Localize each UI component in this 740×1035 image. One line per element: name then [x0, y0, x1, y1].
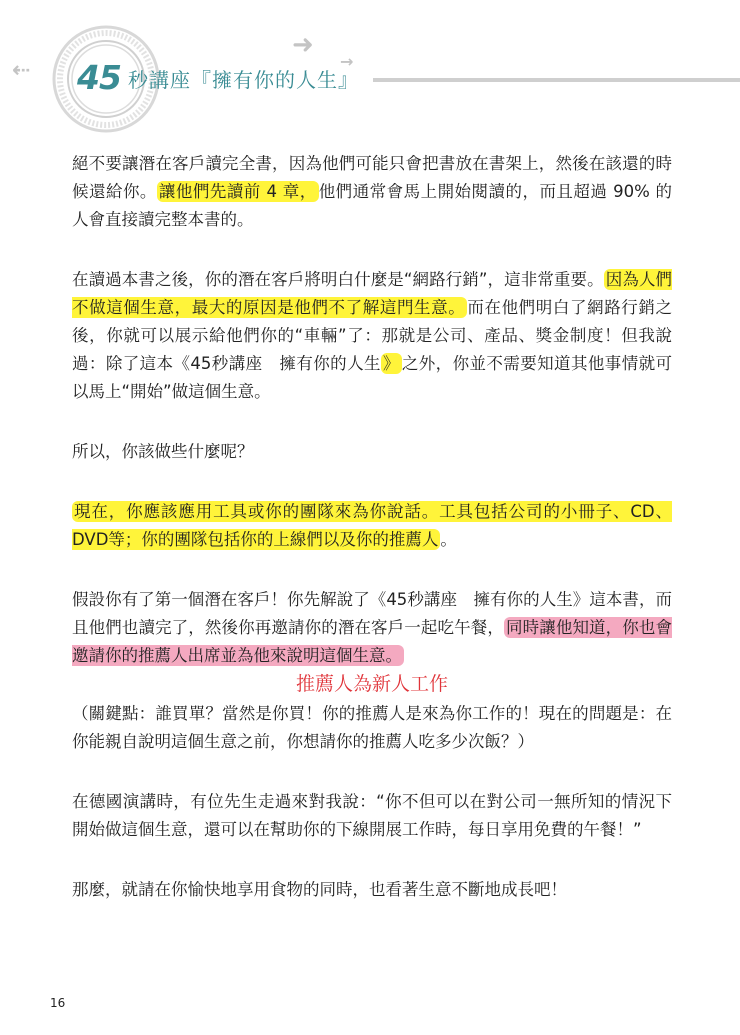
paragraph-7: 在德國演講時，有位先生走過來對我說：“你不但可以在對公司一無所知的情況下開始做這個生意，還可以在幫助你的下線開展工作時，每日享用免費的午餐！” [72, 792, 672, 839]
annotation-wrap [72, 670, 672, 700]
text: 。 [440, 530, 457, 549]
text: 之外，你並不需要知道其他事情就可以馬上“開始”做這個生意。 [72, 354, 673, 401]
paragraph-2 [72, 266, 672, 406]
text: 他們通常會馬上開始閱讀的，而且超過 90% 的人會直接讀完整本書的。 [72, 182, 672, 229]
paragraph-1 [72, 150, 672, 234]
left-arrow-icon: ⇠ [12, 58, 31, 83]
highlight-pink: 同時讓他知道，你也會邀請你的推薦人出席並為他來說明這個生意。 [72, 618, 673, 665]
logo-number: 45 [77, 58, 121, 97]
handwritten-annotation: 推薦人為新人工作 [295, 673, 448, 695]
right-arrow-small-icon: → [340, 52, 354, 71]
text: 而在他們明白了網路行銷之後，你就可以展示給他們你的“車輛”了：那就是公司、產品、獎金制度！但我說過：除了這本《45秒講座 擁有你的人生 [72, 298, 673, 373]
page-number: 16 [50, 996, 66, 1010]
header-rule [373, 78, 740, 82]
page-header [0, 0, 740, 140]
paragraph-5 [72, 586, 672, 670]
text: 假設你有了第一個潛在客戶！你先解說了《45秒講座 擁有你的人生》這本書，而且他們也讀完了，然後你再邀請你的潛在客戶一起吃午餐， [72, 590, 672, 637]
highlight-yellow: 讓他們先讀前 4 章， [158, 182, 317, 201]
page-title: 秒講座『擁有你的人生』 [128, 68, 359, 92]
highlight-yellow: 現在，你應該應用工具或你的團隊來為你說話。工具包括公司的小冊子、CD、DVD等；你的團隊包括你的上線們以及你的推薦人 [72, 502, 672, 549]
text: 在讀過本書之後，你的潛在客戶將明白什麼是“網路行銷”，這非常重要。 [72, 270, 604, 289]
highlight-yellow: 》 [382, 354, 400, 373]
text: 絕不要讓潛在客戶讀完全書，因為他們可能只會把書放在書架上，然後在該還的時候還給你。 [72, 154, 672, 201]
paragraph-4 [72, 498, 672, 554]
highlight-yellow: 因為人們不做這個生意，最大的原因是他們不了解這門生意。 [72, 270, 673, 317]
paragraph-8: 那麼，就請在你愉快地享用食物的同時，也看著生意不斷地成長吧！ [72, 880, 567, 899]
right-arrow-big-icon: ➜ [292, 30, 314, 60]
paragraph-3: 所以，你該做些什麼呢？ [72, 442, 254, 461]
body-text [72, 150, 672, 936]
paragraph-6: （關鍵點：誰買單？當然是你買！你的推薦人是來為你工作的！現在的問題是：在你能親自說明這個生意之前，你想請你的推薦人吃多少次飯？） [72, 704, 672, 751]
